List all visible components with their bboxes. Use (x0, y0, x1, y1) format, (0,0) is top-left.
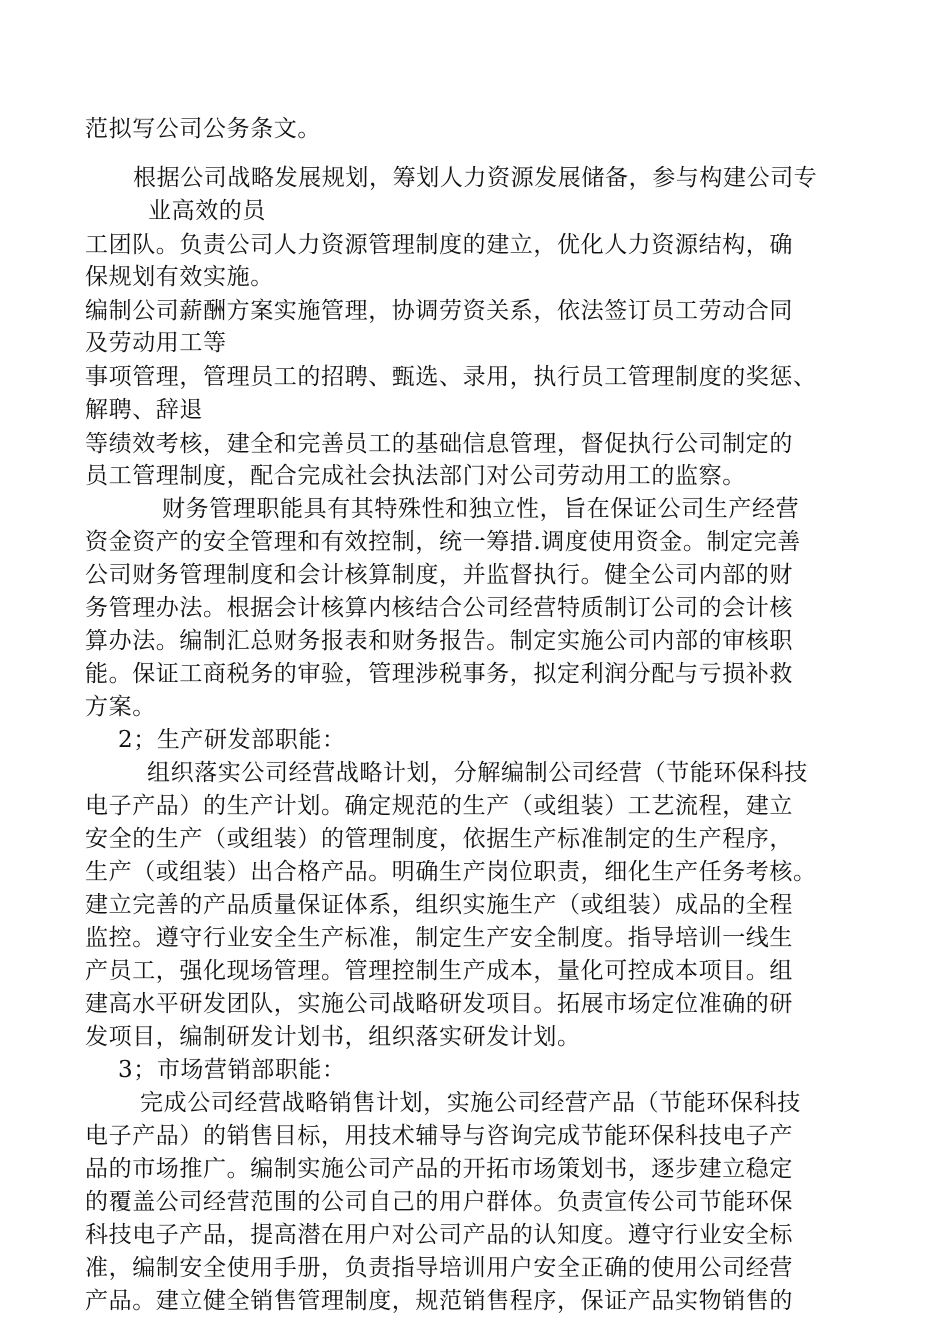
text-line: 准，编制安全使用手册，负责指导培训用户安全正确的使用公司经营 (85, 1255, 793, 1281)
text-line: 建高水平研发团队，实施公司战略研发项目。拓展市场定位准确的研 (85, 991, 793, 1017)
text-line: 的覆盖公司经营范围的公司自己的用户群体。负责宣传公司节能环保 (85, 1189, 793, 1215)
text-line: 科技电子产品，提高潜在用户对公司产品的认知度。遵守行业安全标 (85, 1222, 793, 1248)
text-line: 算办法。编制汇总财务报表和财务报告。制定实施公司内部的审核职 (85, 628, 793, 654)
text-line: 公司财务管理制度和会计核算制度，并监督执行。健全公司内部的财 (85, 562, 793, 588)
text-line: 等绩效考核，建全和完善员工的基础信息管理，督促执行公司制定的 (85, 431, 793, 457)
text-line: 产员工，强化现场管理。管理控制生产成本，量化可控成本项目。组 (85, 958, 793, 984)
text-line: 安全的生产（或组装）的管理制度，依据生产标准制定的生产程序， (85, 826, 793, 852)
text-line: 业高效的员 (148, 198, 266, 224)
text-line: 事项管理，管理员工的招聘、甄选、录用，执行员工管理制度的奖惩、 (85, 364, 817, 390)
text-line: 监控。遵守行业安全生产标准，制定生产安全制度。指导培训一线生 (85, 925, 793, 951)
text-line: 范拟写公司公务条文。 (85, 116, 321, 142)
text-line: 建立完善的产品质量保证体系，组织实施生产（或组装）成品的全程 (85, 892, 793, 918)
text-line: 品的市场推广。编制实施公司产品的开拓市场策划书，逐步建立稳定 (85, 1156, 793, 1182)
text-line: 财务管理职能具有其特殊性和独立性，旨在保证公司生产经营 (162, 496, 800, 522)
text-line: 保规划有效实施。 (85, 264, 274, 290)
text-line: 产品。建立健全销售管理制度，规范销售程序，保证产品实物销售的 (85, 1288, 793, 1314)
text-line: 员工管理制度，配合完成社会执法部门对公司劳动用工的监察。 (85, 463, 746, 489)
text-line: 组织落实公司经营战略计划，分解编制公司经营（节能环保科技 (147, 760, 808, 786)
text-line: 资金资产的安全管理和有效控制，统一筹措.调度使用资金。制定完善 (85, 529, 801, 555)
text-line: 完成公司经营战略销售计划，实施公司经营产品（节能环保科技 (140, 1090, 801, 1116)
text-line: 工团队。负责公司人力资源管理制度的建立，优化人力资源结构，确 (85, 232, 793, 258)
text-line: 务管理办法。根据会计核算内核结合公司经营特质制订公司的会计核 (85, 595, 793, 621)
text-line: 电子产品）的销售目标，用技术辅导与咨询完成节能环保科技电子产 (85, 1123, 793, 1149)
text-line: 解聘、辞退 (85, 397, 203, 423)
text-line: 编制公司薪酬方案实施管理，协调劳资关系，依法签订员工劳动合同 (85, 298, 793, 324)
section-heading: 3；市场营销部职能： (118, 1057, 346, 1083)
text-line: 生产（或组装）出合格产品。明确生产岗位职责，细化生产任务考核。 (85, 859, 817, 885)
text-line: 根据公司战略发展规划，筹划人力资源发展储备，参与构建公司专 (133, 165, 818, 191)
text-line: 及劳动用工等 (85, 330, 227, 356)
text-line: 能。保证工商税务的审验，管理涉税事务，拟定利润分配与亏损补救 (85, 661, 793, 687)
section-heading: 2；生产研发部职能： (118, 727, 346, 753)
text-line: 电子产品）的生产计划。确定规范的生产（或组装）工艺流程，建立 (85, 793, 793, 819)
text-line: 方案。 (85, 694, 156, 720)
text-line: 发项目，编制研发计划书，组织落实研发计划。 (85, 1024, 581, 1050)
